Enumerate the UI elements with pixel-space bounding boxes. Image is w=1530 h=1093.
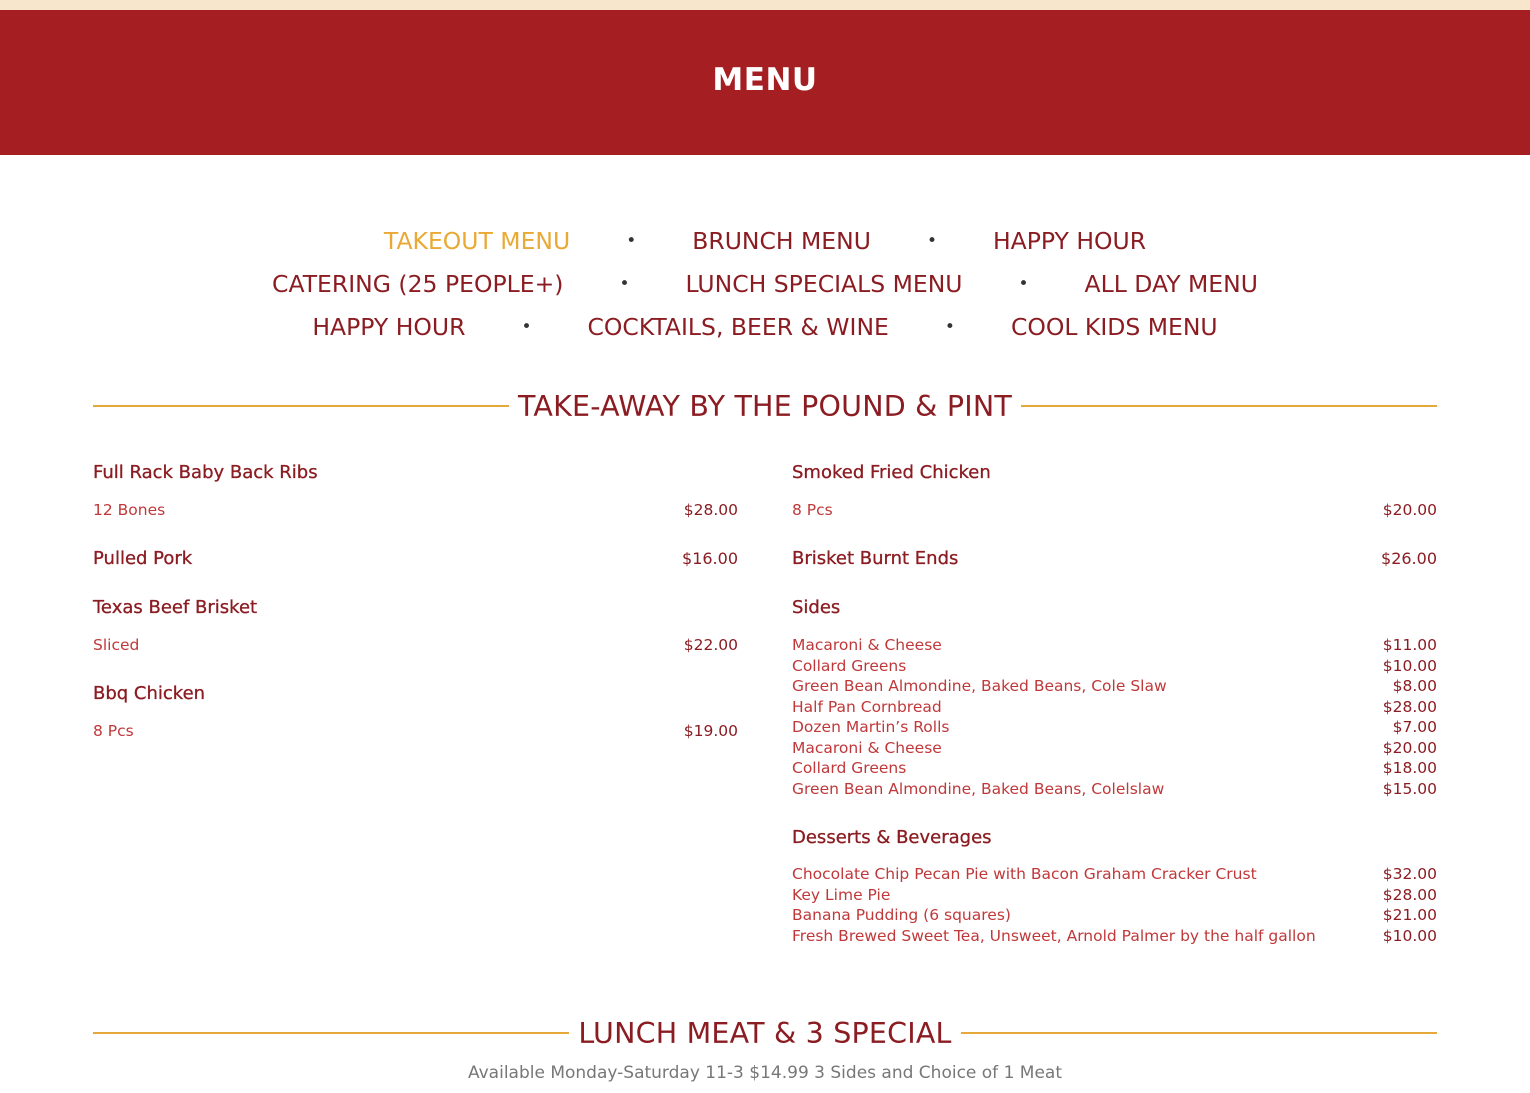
menu-item-name-row <box>93 597 738 619</box>
nav-link-happy-hour[interactable]: HAPPY HOUR <box>992 227 1147 255</box>
menu-item-name: Bbq Chicken <box>93 683 206 704</box>
menu-item-name: Brisket Burnt Ends <box>792 548 959 569</box>
menu-line-item <box>792 500 1437 521</box>
menu-item-name: Full Rack Baby Back Ribs <box>93 462 318 483</box>
line-item-label: Macaroni & Cheese <box>792 738 942 757</box>
line-item-label: 12 Bones <box>93 501 166 519</box>
page-header <box>0 10 1530 155</box>
page-title: MENU <box>712 61 818 98</box>
line-item-price: $22.00 <box>683 636 738 654</box>
menu-item-price: $16.00 <box>682 549 738 568</box>
line-item-label: Collard Greens <box>792 656 907 675</box>
line-item-label: Chocolate Chip Pecan Pie with Bacon Graham Cracker Crust <box>792 865 1257 883</box>
nav-separator: • <box>626 230 637 251</box>
top-strip <box>0 0 1530 10</box>
line-item-label: Green Bean Almondine, Baked Beans, Cole Slaw <box>792 677 1167 695</box>
menu-item <box>93 462 738 484</box>
menu-line-item <box>792 905 1437 926</box>
menu-line-item <box>792 758 1437 779</box>
nav-link-brunch-menu[interactable]: BRUNCH MENU <box>692 227 871 255</box>
menu-item-name-row <box>792 597 1437 619</box>
line-item-price: $7.00 <box>1392 718 1437 736</box>
menu-line-item <box>93 721 738 742</box>
line-item-price: $18.00 <box>1382 759 1437 777</box>
menu-item <box>792 462 1437 484</box>
menu-line-item <box>792 717 1437 738</box>
menu-line-item <box>792 779 1437 800</box>
line-item-price: $28.00 <box>1382 697 1437 716</box>
menu-item-name-row <box>792 462 1437 484</box>
heading-rule-left <box>93 405 509 407</box>
line-item-price: $10.00 <box>1382 926 1437 945</box>
line-item-label: Banana Pudding (6 squares) <box>792 906 1011 924</box>
nav-link-lunch-specials-menu[interactable]: LUNCH SPECIALS MENU <box>685 270 963 298</box>
nav-link-takeout-menu[interactable]: TAKEOUT MENU <box>383 227 571 255</box>
line-item-price: $10.00 <box>1382 656 1437 675</box>
menu-item <box>792 548 1437 570</box>
line-item-price: $8.00 <box>1392 677 1437 695</box>
line-item-price: $32.00 <box>1382 865 1437 883</box>
line-item-label: Half Pan Cornbread <box>792 697 942 716</box>
nav-row-1 <box>0 224 1530 258</box>
line-item-label: Fresh Brewed Sweet Tea, Unsweet, Arnold Palmer by the half gallon <box>792 926 1316 945</box>
menu-line-item <box>792 676 1437 697</box>
menu-item <box>93 683 738 705</box>
heading-rule-right <box>1021 405 1437 407</box>
nav-link-all-day-menu[interactable]: ALL DAY MENU <box>1084 270 1258 298</box>
lunch-section-title: LUNCH MEAT & 3 SPECIAL <box>578 1016 952 1050</box>
line-item-label: Collard Greens <box>792 759 907 777</box>
nav-separator: • <box>926 230 937 251</box>
menu-item <box>93 548 738 570</box>
menu-line-item <box>792 635 1437 656</box>
takeaway-section-heading <box>93 386 1437 426</box>
nav-link-catering[interactable]: CATERING (25 PEOPLE+) <box>272 270 564 298</box>
nav-separator: • <box>521 316 532 337</box>
menu-item-name: Texas Beef Brisket <box>93 597 258 618</box>
nav-separator: • <box>619 273 630 294</box>
heading-rule-right <box>961 1032 1437 1034</box>
nav-separator: • <box>944 316 955 337</box>
menu-item-name-row <box>93 462 738 484</box>
menu-line-item <box>792 885 1437 906</box>
line-item-label: Dozen Martin’s Rolls <box>792 718 950 736</box>
line-item-label: 8 Pcs <box>93 722 134 740</box>
menu-item-name: Sides <box>792 597 841 618</box>
menu-item-name-row <box>792 548 1437 570</box>
line-item-price: $20.00 <box>1382 501 1437 519</box>
line-item-label: Green Bean Almondine, Baked Beans, Colelslaw <box>792 779 1165 798</box>
nav-row-3 <box>0 310 1530 344</box>
nav-row-2 <box>0 267 1530 301</box>
nav-separator: • <box>1018 273 1029 294</box>
line-item-label: Key Lime Pie <box>792 885 891 904</box>
line-item-price: $28.00 <box>1382 885 1437 904</box>
heading-rule-left <box>93 1032 569 1034</box>
takeaway-section-title: TAKE-AWAY BY THE POUND & PINT <box>518 389 1012 423</box>
menu-item <box>93 597 738 619</box>
nav-link-cool-kids-menu[interactable]: COOL KIDS MENU <box>1010 313 1218 341</box>
line-item-label: Sliced <box>93 636 140 654</box>
line-item-price: $19.00 <box>683 722 738 740</box>
menu-line-item <box>792 656 1437 677</box>
line-item-price: $11.00 <box>1382 636 1437 654</box>
line-item-price: $21.00 <box>1382 906 1437 924</box>
menu-item-name: Desserts & Beverages <box>792 827 992 848</box>
desserts-list <box>792 864 1437 946</box>
menu-item-name-row <box>792 827 1437 849</box>
menu-item-name-row <box>93 683 738 705</box>
menu-line-item <box>93 635 738 656</box>
line-item-price: $20.00 <box>1382 738 1437 757</box>
menu-line-item <box>93 500 738 521</box>
sides-list <box>792 635 1437 799</box>
menu-item <box>792 597 1437 619</box>
lunch-section-heading <box>93 1013 1437 1053</box>
menu-line-item <box>792 738 1437 759</box>
nav-link-happy-hour-2[interactable]: HAPPY HOUR <box>312 313 466 341</box>
menu-line-item <box>792 926 1437 947</box>
menu-line-item <box>792 697 1437 718</box>
menu-line-item <box>792 864 1437 885</box>
menu-item-name: Pulled Pork <box>93 548 193 569</box>
line-item-price: $15.00 <box>1382 779 1437 798</box>
line-item-label: 8 Pcs <box>792 501 833 519</box>
line-item-price: $28.00 <box>683 501 738 519</box>
line-item-label: Macaroni & Cheese <box>792 636 942 654</box>
menu-item-name-row <box>93 548 738 570</box>
menu-item <box>792 827 1437 849</box>
menu-item-name: Smoked Fried Chicken <box>792 462 991 483</box>
nav-link-cocktails-beer-wine[interactable]: COCKTAILS, BEER & WINE <box>587 313 889 341</box>
menu-item-price: $26.00 <box>1381 549 1437 568</box>
lunch-section-subtitle: Available Monday-Saturday 11-3 $14.99 3 Sides and Choice of 1 Meat <box>467 1063 1062 1083</box>
